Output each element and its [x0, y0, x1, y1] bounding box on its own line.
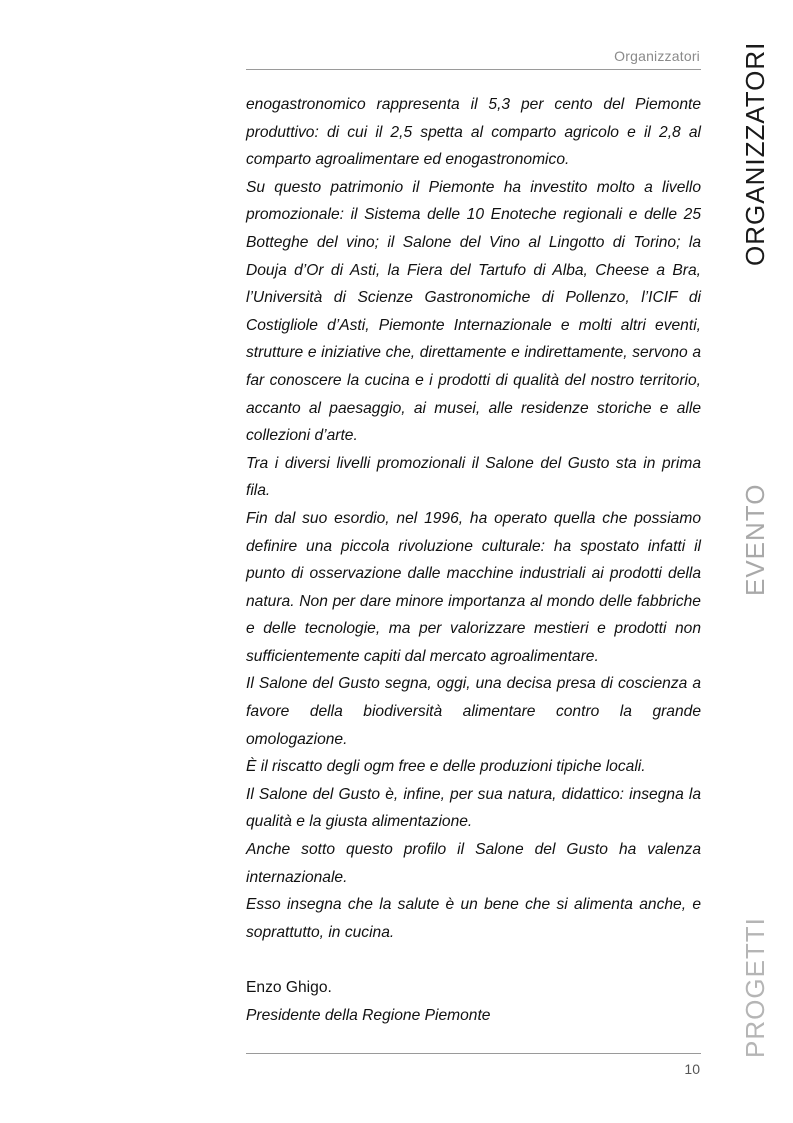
side-tab-organizzatori[interactable]: ORGANIZZATORI: [740, 41, 770, 266]
page-number: 10: [684, 1061, 700, 1077]
signature-block: [246, 974, 701, 1029]
side-tab-progetti[interactable]: PROGETTI: [740, 917, 770, 1058]
side-tab-evento[interactable]: EVENTO: [740, 483, 770, 596]
paragraph: enogastronomico rappresenta il 5,3 per cento del Piemonte produttivo: di cui il 2,5 spetta al comparto agricolo e il 2,8 al comparto agroalimentare ed enogastronomico.: [246, 96, 701, 169]
paragraph: Tra i diversi livelli promozionali il Salone del Gusto sta in prima fila.: [246, 454, 701, 500]
paragraph: Fin dal suo esordio, nel 1996, ha operato quella che possiamo definire una piccola rivoluzione culturale: ha spostato infatti il punto di osservazione dalle macchine industriali ai prodotti della natura. Non per dare minore importanza al mondo delle fabbriche e delle tecnologie, ma per valorizzare mestieri e prodotti non sufficientemente capiti dal mercato agroalimentare.: [246, 509, 701, 665]
paragraph: Anche sotto questo profilo il Salone del Gusto ha valenza internazionale.: [246, 841, 701, 886]
paragraph: Su questo patrimonio il Piemonte ha investito molto a livello promozionale: il Sistema delle 10 Enoteche regionali e delle 25 Botteghe del vino; il Salone del Vino al Lingotto di Torino; la Douja d’Or di Asti, la Fiera del Tartufo di Alba, Cheese a Bra, l’Università di Scienze Gastronomiche di Pollenzo, l’ICIF di Costigliole d’Asti, Piemonte Internazionale e molti altri eventi, strutture e iniziative che, direttamente e indirettamente, servono a far conoscere la cucina e i prodotti di qualità del nostro territorio, accanto al paesaggio, ai musei, alle residenze storiche e alle collezioni d’arte.: [246, 178, 701, 445]
section-header-label: Organizzatori: [614, 48, 700, 64]
signature-name: Enzo Ghigo.: [246, 979, 332, 996]
signature-role: Presidente della Regione Piemonte: [246, 1006, 491, 1024]
body-text: [246, 91, 701, 946]
paragraph: Esso insegna che la salute è un bene che si alimenta anche, e soprattutto, in cucina.: [246, 896, 701, 941]
paragraph: Il Salone del Gusto segna, oggi, una decisa presa di coscienza a favore della biodiversità alimentare contro la grande omologazione.: [246, 675, 701, 748]
footer-rule: [246, 1053, 701, 1054]
header-rule: [246, 69, 701, 70]
paragraph: È il riscatto degli ogm free e delle produzioni tipiche locali.: [246, 758, 646, 776]
paragraph: Il Salone del Gusto è, infine, per sua natura, didattico: insegna la qualità e la giusta alimentazione.: [246, 785, 701, 831]
